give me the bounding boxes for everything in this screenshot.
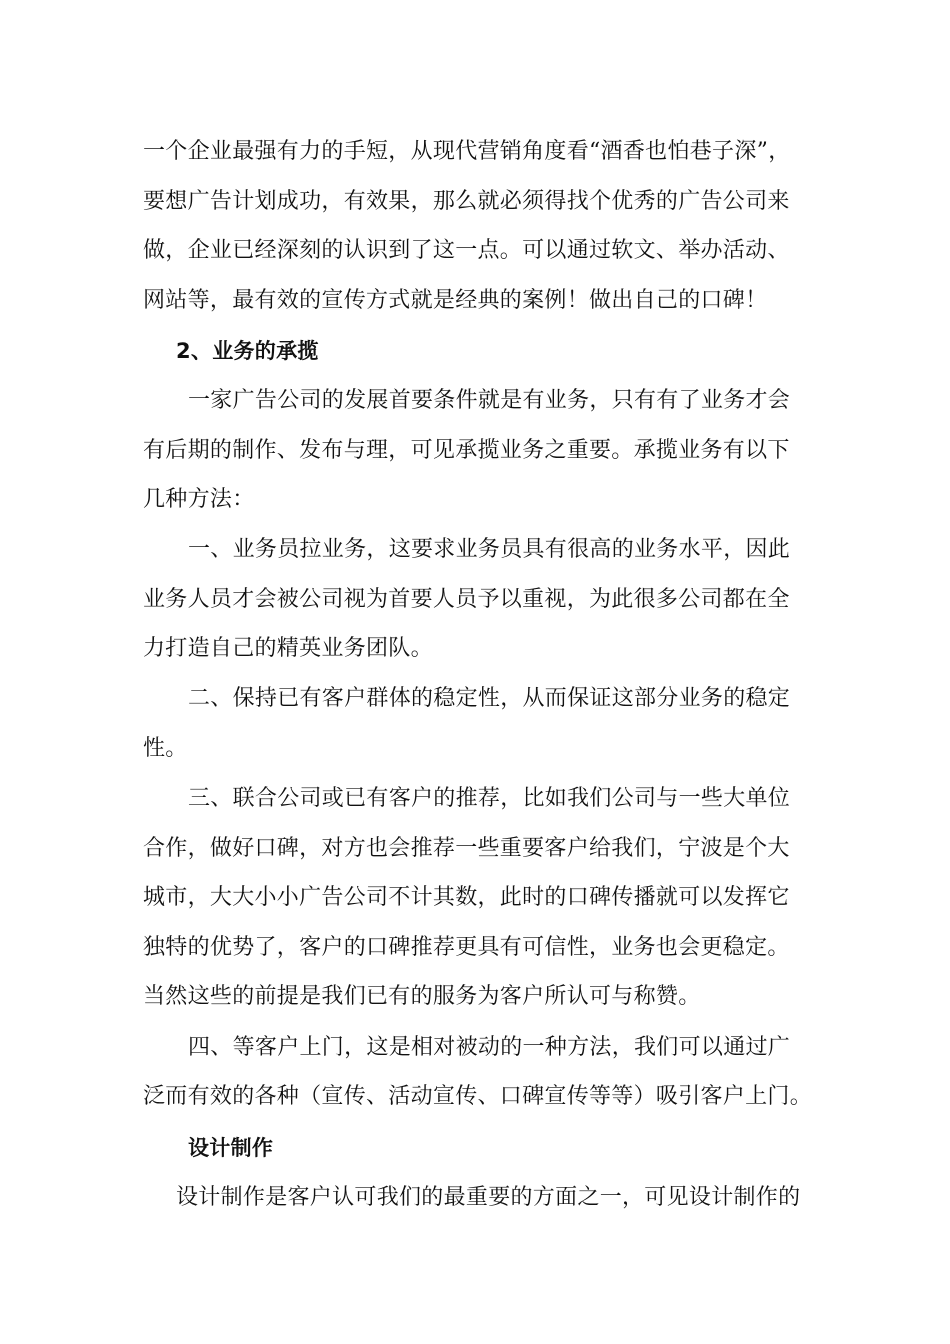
paragraph-line: 网站等，最有效的宣传方式就是经典的案例！做出自己的口碑！: [143, 288, 768, 313]
paragraph-line: 四、等客户上门，这是相对被动的一种方法，我们可以通过广: [188, 1035, 791, 1060]
paragraph-line: 设计制作是客户认可我们的最重要的方面之一，可见设计制作的: [176, 1185, 801, 1210]
paragraph-line: 二、保持已有客户群体的稳定性，从而保证这部分业务的稳定: [188, 686, 791, 711]
paragraph-line: 一个企业最强有力的手短，从现代营销角度看“酒香也怕巷子深”，: [143, 139, 791, 164]
paragraph-line: 当然这些的前提是我们已有的服务为客户所认可与称赞。: [143, 984, 701, 1009]
paragraph-line: 三、联合公司或已有客户的推荐，比如我们公司与一些大单位: [188, 786, 791, 811]
section-heading: 2、业务的承揽: [176, 339, 319, 363]
paragraph-line: 独特的优势了，客户的口碑推荐更具有可信性，业务也会更稳定。: [143, 935, 790, 960]
section-heading: 设计制作: [188, 1136, 274, 1160]
paragraph-line: 一、业务员拉业务，这要求业务员具有很高的业务水平，因此: [188, 537, 791, 562]
paragraph-line: 要想广告计划成功，有效果，那么就必须得找个优秀的广告公司来: [143, 189, 790, 214]
paragraph-line: 几种方法：: [143, 487, 255, 512]
paragraph-line: 业务人员才会被公司视为首要人员予以重视，为此很多公司都在全: [143, 587, 790, 612]
paragraph-line: 力打造自己的精英业务团队。: [143, 636, 433, 661]
paragraph-line: 做，企业已经深刻的认识到了这一点。可以通过软文、举办活动、: [143, 238, 790, 263]
paragraph-line: 一家广告公司的发展首要条件就是有业务，只有有了业务才会: [188, 388, 791, 413]
paragraph-line: 有后期的制作、发布与理，可见承揽业务之重要。承揽业务有以下: [143, 438, 790, 463]
paragraph-line: 合作，做好口碑，对方也会推荐一些重要客户给我们，宁波是个大: [143, 836, 790, 861]
paragraph-line: 城市，大大小小广告公司不计其数，此时的口碑传播就可以发挥它: [143, 885, 790, 910]
paragraph-line: 性。: [143, 736, 188, 761]
paragraph-line: 泛而有效的各种（宣传、活动宣传、口碑宣传等等）吸引客户上门。: [143, 1084, 813, 1109]
